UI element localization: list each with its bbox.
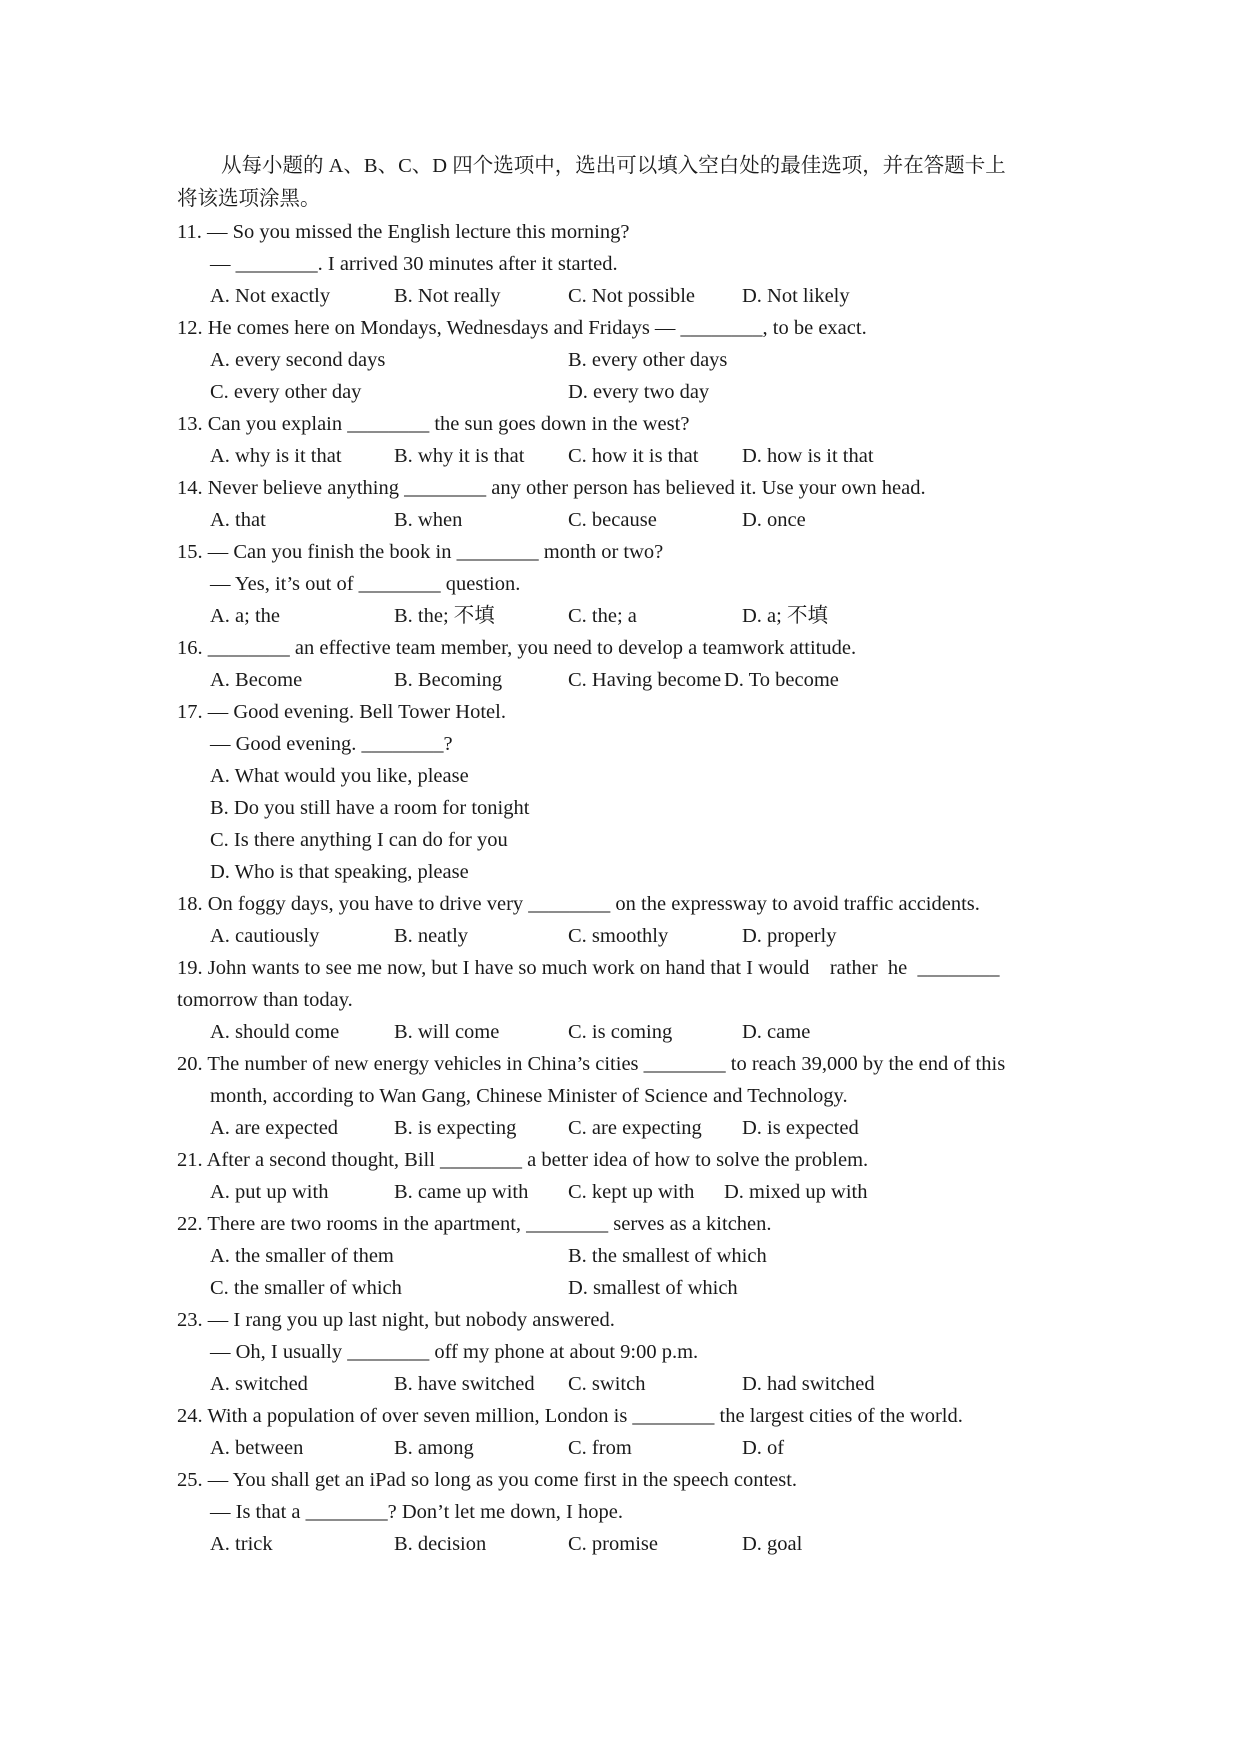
question-20-option-a: A. are expected [210,1117,339,1139]
question-25-stem: 25. — You shall get an iPad so long as you come first in the speech contest. [177,1469,798,1491]
question-13-option-d: D. how is it that [742,445,874,467]
question-21-stem: 21. After a second thought, Bill ________ a better idea of how to solve the problem. [177,1149,869,1171]
question-23-reply: — Oh, I usually ________ off my phone at about 9:00 p.m. [210,1341,699,1363]
question-19-stem-cont: tomorrow than today. [177,989,353,1011]
question-20-option-d: D. is expected [742,1117,859,1139]
question-17-option-d: D. Who is that speaking, please [210,861,469,883]
question-14-option-b: B. when [394,509,463,531]
question-20-option-c: C. are expecting [568,1117,702,1139]
question-15-stem: 15. — Can you finish the book in ________ month or two? [177,541,664,563]
question-24-option-a: A. between [210,1437,304,1459]
question-15-option-c: C. the; a [568,605,637,627]
question-12-option-d: D. every two day [568,381,710,403]
question-14-option-a: A. that [210,509,266,531]
question-11-reply: — ________. I arrived 30 minutes after it started. [210,253,618,275]
question-24-option-c: C. from [568,1437,632,1459]
question-20-stem: 20. The number of new energy vehicles in China’s cities ________ to reach 39,000 by the end of this [177,1053,1006,1075]
question-12-stem: 12. He comes here on Mondays, Wednesdays and Fridays — ________, to be exact. [177,317,867,339]
question-25-option-d: D. goal [742,1533,803,1555]
question-23-option-c: C. switch [568,1373,646,1395]
question-25-reply: — Is that a ________? Don’t let me down, I hope. [210,1501,623,1523]
question-24-option-d: D. of [742,1437,785,1459]
question-21-option-a: A. put up with [210,1181,329,1203]
question-18-stem: 18. On foggy days, you have to drive very ________ on the expressway to avoid traffic accidents. [177,893,980,915]
question-14-option-d: D. once [742,509,806,531]
question-13-stem: 13. Can you explain ________ the sun goes down in the west? [177,413,690,435]
question-18-option-b: B. neatly [394,925,469,947]
question-11-option-c: C. Not possible [568,285,695,307]
question-16-option-d: D. To become [724,669,839,691]
question-16-option-a: A. Become [210,669,303,691]
question-21-option-c: C. kept up with [568,1181,695,1203]
instructions-line-1 [177,150,1077,183]
question-16-option-b: B. Becoming [394,669,503,691]
question-15-option-a: A. a; the [210,605,281,627]
question-22-stem: 22. There are two rooms in the apartment, ________ serves as a kitchen. [177,1213,772,1235]
question-15-option-b: B. the; 不填 [394,605,495,627]
question-18-option-a: A. cautiously [210,925,320,947]
question-19-option-a: A. should come [210,1021,340,1043]
question-16-option-c: C. Having become [568,669,722,691]
question-12-option-b: B. every other days [568,349,728,371]
question-23-option-a: A. switched [210,1373,308,1395]
question-22-option-d: D. smallest of which [568,1277,738,1299]
question-18-option-d: D. properly [742,925,837,947]
question-17-option-b: B. Do you still have a room for tonight [210,797,530,819]
question-15-option-d: D. a; 不填 [742,605,828,627]
instructions-line-2: 将该选项涂黑。 [177,188,321,210]
question-19-option-b: B. will come [394,1021,500,1043]
question-14-option-c: C. because [568,509,657,531]
question-19-option-d: D. came [742,1021,811,1043]
question-20-option-b: B. is expecting [394,1117,517,1139]
question-12-option-a: A. every second days [210,349,386,371]
question-17-option-c: C. Is there anything I can do for you [210,829,508,851]
question-25-option-b: B. decision [394,1533,487,1555]
question-21-option-d: D. mixed up with [724,1181,868,1203]
question-24-option-b: B. among [394,1437,474,1459]
question-25-option-c: C. promise [568,1533,658,1555]
question-22-option-c: C. the smaller of which [210,1277,402,1299]
question-24-stem: 24. With a population of over seven million, London is ________ the largest cities of the world. [177,1405,963,1427]
question-14-stem: 14. Never believe anything ________ any other person has believed it. Use your own head. [177,477,926,499]
instructions-line-1-text: 从每小题的 A、B、C、D 四个选项中，选出可以填入空白处的最佳选项，并在答题卡上 [221,155,1006,177]
question-17-reply: — Good evening. ________? [210,733,453,755]
question-11-option-d: D. Not likely [742,285,850,307]
question-22-option-a: A. the smaller of them [210,1245,394,1267]
question-18-option-c: C. smoothly [568,925,669,947]
question-15-reply: — Yes, it’s out of ________ question. [210,573,521,595]
question-19-stem: 19. John wants to see me now, but I have so much work on hand that I would rather he ________ [177,957,1000,979]
question-11-stem: 11. — So you missed the English lecture this morning? [177,221,630,243]
question-17-stem: 17. — Good evening. Bell Tower Hotel. [177,701,506,723]
question-19-option-c: C. is coming [568,1021,673,1043]
question-11-option-b: B. Not really [394,285,501,307]
question-20-stem-cont: month, according to Wan Gang, Chinese Minister of Science and Technology. [210,1085,848,1107]
question-12-option-c: C. every other day [210,381,362,403]
question-23-stem: 23. — I rang you up last night, but nobody answered. [177,1309,615,1331]
question-21-option-b: B. came up with [394,1181,529,1203]
question-11-option-a: A. Not exactly [210,285,331,307]
question-23-option-d: D. had switched [742,1373,875,1395]
question-23-option-b: B. have switched [394,1373,535,1395]
question-13-option-b: B. why it is that [394,445,525,467]
question-25-option-a: A. trick [210,1533,273,1555]
instructions [177,150,1077,216]
question-22-option-b: B. the smallest of which [568,1245,767,1267]
question-13-option-a: A. why is it that [210,445,342,467]
question-17-option-a: A. What would you like, please [210,765,469,787]
question-16-stem: 16. ________ an effective team member, you need to develop a teamwork attitude. [177,637,857,659]
question-13-option-c: C. how it is that [568,445,699,467]
